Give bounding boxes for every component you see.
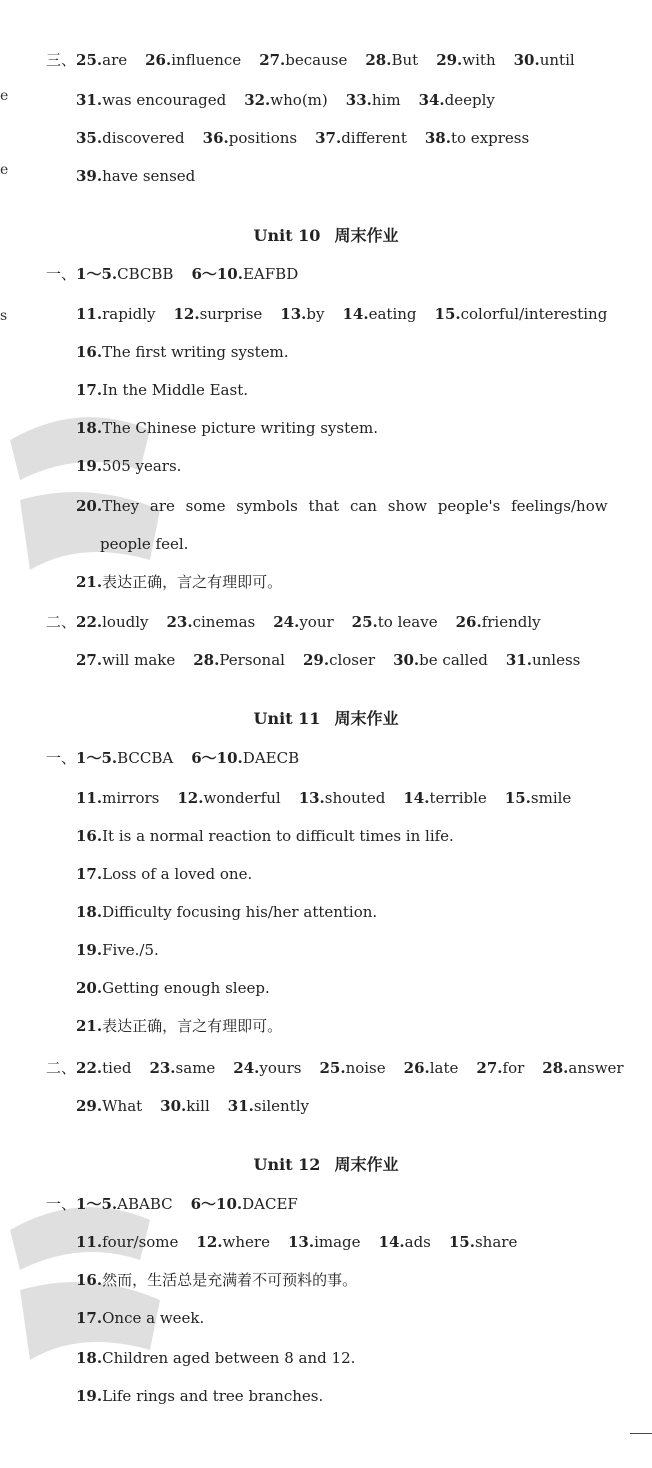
answer-text: The first writing system. bbox=[102, 343, 289, 361]
answer-text: tied bbox=[102, 1059, 132, 1077]
answer-text: wonderful bbox=[203, 789, 281, 807]
answer-item bbox=[342, 305, 416, 323]
answer-row bbox=[76, 342, 289, 362]
answer-item bbox=[76, 1017, 282, 1035]
answer-item bbox=[273, 613, 333, 631]
answer-text: CBCBB bbox=[117, 265, 174, 283]
answer-row bbox=[76, 380, 248, 400]
question-number: 26. bbox=[403, 1059, 430, 1077]
question-number: 12. bbox=[177, 789, 204, 807]
edge-fragment: e bbox=[0, 88, 9, 104]
answer-text: 然而，生活总是充满着不可预料的事。 bbox=[102, 1271, 358, 1289]
answer-row bbox=[76, 1348, 355, 1368]
answer-item bbox=[76, 1233, 178, 1251]
answer-row bbox=[76, 128, 529, 148]
answer-row bbox=[76, 1386, 323, 1406]
answer-text: What bbox=[102, 1097, 143, 1115]
answer-item bbox=[244, 91, 328, 109]
answer-item bbox=[76, 1059, 131, 1077]
answer-item bbox=[228, 1097, 309, 1115]
answer-item bbox=[76, 343, 289, 361]
question-number: 11. bbox=[76, 1233, 103, 1251]
answer-text: unless bbox=[531, 651, 581, 669]
answer-row bbox=[76, 1270, 357, 1290]
answer-row bbox=[76, 978, 270, 998]
answer-item bbox=[436, 51, 495, 69]
question-number: 22. bbox=[76, 613, 103, 631]
answer-item bbox=[404, 1059, 459, 1077]
unit10-title: 周末作业 bbox=[334, 226, 399, 245]
answer-text: loudly bbox=[102, 613, 149, 631]
answer-text: It is a normal reaction to difficult times in life. bbox=[102, 827, 454, 845]
answer-text: smile bbox=[530, 789, 572, 807]
answer-item bbox=[76, 1309, 204, 1327]
answer-item bbox=[419, 91, 495, 109]
question-number: 16. bbox=[76, 827, 103, 845]
section-marker: 二、 bbox=[46, 1059, 77, 1077]
question-number: 23. bbox=[149, 1059, 176, 1077]
question-number: 13. bbox=[280, 305, 307, 323]
answer-item bbox=[319, 1059, 385, 1077]
answer-item bbox=[476, 1059, 524, 1077]
answer-text: The Chinese picture writing system. bbox=[102, 419, 378, 437]
answer-item bbox=[379, 1233, 431, 1251]
answer-item bbox=[76, 381, 248, 399]
answer-row bbox=[76, 572, 282, 592]
answer-text: be called bbox=[419, 651, 488, 669]
answer-text: But bbox=[391, 51, 419, 69]
answer-item bbox=[191, 1195, 298, 1213]
answer-row bbox=[46, 264, 298, 284]
question-number: 28. bbox=[365, 51, 392, 69]
question-number: 14. bbox=[403, 789, 430, 807]
answer-20-continuation: people feel. bbox=[100, 535, 189, 553]
question-number: 18. bbox=[76, 903, 103, 921]
answer-item bbox=[303, 651, 375, 669]
answer-text: rapidly bbox=[102, 305, 156, 323]
question-number: 25. bbox=[76, 51, 103, 69]
answer-text: In the Middle East. bbox=[102, 381, 248, 399]
question-number: 30. bbox=[513, 51, 540, 69]
answer-item bbox=[76, 1349, 355, 1367]
answer-text: kill bbox=[186, 1097, 210, 1115]
answer-text: silently bbox=[253, 1097, 310, 1115]
answer-item bbox=[280, 305, 324, 323]
answer-item bbox=[76, 979, 270, 997]
answer-text: friendly bbox=[481, 613, 541, 631]
answer-row bbox=[76, 826, 454, 846]
question-number: 22. bbox=[76, 1059, 103, 1077]
answer-text: Getting enough sleep. bbox=[102, 979, 270, 997]
answer-text: Difficulty focusing his/her attention. bbox=[102, 903, 378, 921]
answer-item bbox=[315, 129, 407, 147]
answer-text: same bbox=[175, 1059, 216, 1077]
question-number: 34. bbox=[418, 91, 445, 109]
answer-item bbox=[76, 1271, 357, 1289]
question-number: 12. bbox=[173, 305, 200, 323]
answer-item bbox=[76, 827, 454, 845]
answer-text: colorful/interesting bbox=[460, 305, 608, 323]
answer-text: him bbox=[371, 91, 401, 109]
edge-fragment: s bbox=[0, 308, 8, 324]
answer-item bbox=[352, 613, 438, 631]
answer-item bbox=[403, 789, 486, 807]
answer-text: was encouraged bbox=[102, 91, 227, 109]
answer-text: DAECB bbox=[242, 749, 300, 767]
answer-text: to express bbox=[450, 129, 530, 147]
answer-item bbox=[346, 91, 401, 109]
answer-text: by bbox=[306, 305, 325, 323]
answer-text: your bbox=[299, 613, 334, 631]
answer-row bbox=[46, 1058, 624, 1078]
question-number: 1～5. bbox=[76, 265, 118, 283]
question-number: 31. bbox=[505, 651, 532, 669]
unit10-label: Unit 10 bbox=[253, 226, 321, 245]
answer-item bbox=[76, 749, 173, 767]
answer-text: four/some bbox=[102, 1233, 179, 1251]
answer-text: Loss of a loved one. bbox=[102, 865, 253, 883]
answer-item bbox=[76, 91, 226, 109]
section-marker: 一、 bbox=[46, 1195, 77, 1213]
answer-item bbox=[76, 265, 173, 283]
question-number: 13. bbox=[298, 789, 325, 807]
question-number: 14. bbox=[342, 305, 369, 323]
question-number: 19. bbox=[76, 941, 103, 959]
question-number: 11. bbox=[76, 789, 103, 807]
answer-text: mirrors bbox=[102, 789, 160, 807]
answer-text: different bbox=[341, 129, 407, 147]
question-number: 15. bbox=[434, 305, 461, 323]
question-number: 30. bbox=[160, 1097, 187, 1115]
answer-text: with bbox=[462, 51, 496, 69]
question-number: 27. bbox=[76, 651, 103, 669]
section-marker: 一、 bbox=[46, 265, 77, 283]
answer-item bbox=[196, 1233, 270, 1251]
answer-row bbox=[76, 166, 195, 186]
answer-text: discovered bbox=[102, 129, 185, 147]
question-number: 25. bbox=[351, 613, 378, 631]
answer-item bbox=[174, 305, 263, 323]
answer-item bbox=[76, 941, 159, 959]
answer-item bbox=[233, 1059, 301, 1077]
unit11-label: Unit 11 bbox=[253, 709, 321, 728]
answer-text: 505 years. bbox=[102, 457, 182, 475]
answer-item bbox=[191, 749, 299, 767]
answer-text: late bbox=[429, 1059, 459, 1077]
answer-text: where bbox=[222, 1233, 270, 1251]
answer-row bbox=[76, 496, 608, 516]
answer-item bbox=[288, 1233, 361, 1251]
answer-item bbox=[76, 129, 185, 147]
answer-text: cinemas bbox=[192, 613, 256, 631]
answer-text: eating bbox=[368, 305, 417, 323]
answer-row bbox=[76, 304, 607, 324]
answer-text: EAFBD bbox=[242, 265, 299, 283]
question-number: 29. bbox=[302, 651, 330, 669]
answer-item bbox=[167, 613, 256, 631]
answer-row bbox=[76, 864, 252, 884]
answer-item bbox=[76, 167, 195, 185]
question-number: 38. bbox=[424, 129, 451, 147]
answer-row bbox=[76, 902, 377, 922]
answer-text: image bbox=[314, 1233, 361, 1251]
answer-item bbox=[449, 1233, 517, 1251]
answer-item bbox=[76, 419, 378, 437]
question-number: 6～10. bbox=[191, 749, 243, 767]
answer-item bbox=[145, 51, 241, 69]
answer-row bbox=[76, 1308, 204, 1328]
answer-row bbox=[46, 1194, 298, 1214]
question-number: 20. bbox=[76, 979, 103, 997]
question-number: 1～5. bbox=[76, 749, 118, 767]
answer-text: yours bbox=[259, 1059, 302, 1077]
question-number: 6～10. bbox=[190, 1195, 243, 1213]
answer-text: influence bbox=[171, 51, 242, 69]
answer-text: 表达正确，言之有理即可。 bbox=[102, 573, 283, 591]
answer-item bbox=[365, 51, 418, 69]
answer-item bbox=[299, 789, 386, 807]
question-number: 11. bbox=[76, 305, 103, 323]
question-number: 19. bbox=[76, 1387, 103, 1405]
unit11-title: 周末作业 bbox=[334, 709, 399, 728]
answer-item bbox=[76, 613, 148, 631]
answer-item bbox=[542, 1059, 623, 1077]
answer-row bbox=[76, 788, 571, 808]
question-number: 27. bbox=[476, 1059, 503, 1077]
answer-item bbox=[177, 789, 280, 807]
unit10-heading bbox=[0, 226, 652, 246]
page-corner-rule bbox=[630, 1433, 652, 1434]
answer-item bbox=[203, 129, 297, 147]
question-number: 12. bbox=[196, 1233, 223, 1251]
question-number: 29. bbox=[436, 51, 463, 69]
answer-row bbox=[76, 1016, 282, 1036]
answer-text: ads bbox=[404, 1233, 431, 1251]
question-number: 31. bbox=[227, 1097, 254, 1115]
answer-item bbox=[149, 1059, 215, 1077]
section-marker: 一、 bbox=[46, 749, 77, 767]
question-number: 13. bbox=[287, 1233, 315, 1251]
answer-item bbox=[506, 651, 581, 669]
answer-item bbox=[76, 1387, 323, 1405]
answer-item bbox=[76, 789, 159, 807]
answer-text: for bbox=[502, 1059, 525, 1077]
answer-text: ABABC bbox=[117, 1195, 173, 1213]
question-number: 28. bbox=[542, 1059, 569, 1077]
answer-item bbox=[76, 51, 127, 69]
question-number: 31. bbox=[76, 91, 103, 109]
answer-item bbox=[76, 497, 608, 515]
question-number: 28. bbox=[193, 651, 220, 669]
answer-item bbox=[76, 305, 156, 323]
answer-text: who(m) bbox=[270, 91, 328, 109]
question-number: 24. bbox=[273, 613, 300, 631]
answer-item bbox=[76, 865, 252, 883]
answer-item bbox=[435, 305, 608, 323]
answer-row bbox=[76, 1232, 517, 1252]
answer-row bbox=[76, 1096, 309, 1116]
section-marker: 二、 bbox=[46, 613, 77, 631]
answer-item bbox=[76, 903, 377, 921]
answer-text: Personal bbox=[219, 651, 285, 669]
answer-text: Five./5. bbox=[102, 941, 159, 959]
answer-item bbox=[425, 129, 529, 147]
answer-item bbox=[191, 265, 298, 283]
answer-text: BCCBA bbox=[117, 749, 174, 767]
answer-text: Once a week. bbox=[102, 1309, 205, 1327]
question-number: 20. bbox=[76, 497, 103, 515]
answer-text: share bbox=[474, 1233, 518, 1251]
answer-row bbox=[46, 50, 575, 70]
question-number: 17. bbox=[76, 1309, 103, 1327]
answer-item bbox=[76, 651, 175, 669]
question-number: 24. bbox=[233, 1059, 260, 1077]
answer-text: deeply bbox=[444, 91, 495, 109]
answer-text: until bbox=[539, 51, 575, 69]
answer-text: 表达正确，言之有理即可。 bbox=[102, 1017, 283, 1035]
answer-text: closer bbox=[329, 651, 376, 669]
answer-text: positions bbox=[228, 129, 298, 147]
question-number: 33. bbox=[345, 91, 372, 109]
question-number: 32. bbox=[244, 91, 271, 109]
question-number: 30. bbox=[393, 651, 420, 669]
answer-text: shouted bbox=[324, 789, 386, 807]
question-number: 14. bbox=[378, 1233, 405, 1251]
answer-text: Children aged between 8 and 12. bbox=[102, 1349, 356, 1367]
answer-text: terrible bbox=[429, 789, 487, 807]
question-number: 17. bbox=[76, 865, 103, 883]
question-number: 21. bbox=[76, 1017, 103, 1035]
answer-text: to leave bbox=[377, 613, 438, 631]
question-number: 16. bbox=[76, 1271, 103, 1289]
answer-text: surprise bbox=[199, 305, 263, 323]
answer-text: noise bbox=[345, 1059, 386, 1077]
answer-text: are bbox=[102, 51, 128, 69]
answer-item bbox=[160, 1097, 210, 1115]
question-number: 37. bbox=[315, 129, 342, 147]
question-number: 15. bbox=[448, 1233, 475, 1251]
unit12-label: Unit 12 bbox=[253, 1155, 321, 1174]
question-number: 16. bbox=[76, 343, 103, 361]
answer-item bbox=[76, 1195, 173, 1213]
question-number: 21. bbox=[76, 573, 103, 591]
question-number: 35. bbox=[76, 129, 103, 147]
answer-text: will make bbox=[102, 651, 176, 669]
question-number: 36. bbox=[202, 129, 229, 147]
answer-row bbox=[46, 612, 541, 632]
answer-item bbox=[514, 51, 575, 69]
question-number: 27. bbox=[259, 51, 286, 69]
unit12-title: 周末作业 bbox=[334, 1155, 399, 1174]
answer-row bbox=[76, 418, 378, 438]
answer-row bbox=[76, 456, 181, 476]
answer-item bbox=[76, 457, 181, 475]
question-number: 26. bbox=[145, 51, 172, 69]
question-number: 23. bbox=[166, 613, 193, 631]
unit11-heading bbox=[0, 709, 652, 729]
answer-item bbox=[259, 51, 347, 69]
question-number: 19. bbox=[76, 457, 103, 475]
question-number: 17. bbox=[76, 381, 103, 399]
section-marker: 三、 bbox=[46, 51, 77, 69]
answer-text: answer bbox=[568, 1059, 624, 1077]
answer-row bbox=[76, 650, 580, 670]
answer-row bbox=[76, 90, 495, 110]
answer-item bbox=[393, 651, 488, 669]
answer-item bbox=[193, 651, 285, 669]
answer-text: have sensed bbox=[102, 167, 196, 185]
answer-text: because bbox=[285, 51, 348, 69]
answer-row bbox=[76, 940, 159, 960]
question-number: 15. bbox=[504, 789, 531, 807]
answer-item bbox=[505, 789, 572, 807]
answer-item bbox=[456, 613, 541, 631]
question-number: 39. bbox=[76, 167, 103, 185]
answer-item bbox=[76, 1097, 142, 1115]
answer-text: They are some symbols that can show people's feelings/how bbox=[102, 497, 608, 515]
unit12-heading bbox=[0, 1155, 652, 1175]
question-number: 29. bbox=[76, 1097, 103, 1115]
answer-text: DACEF bbox=[242, 1195, 298, 1213]
question-number: 1～5. bbox=[76, 1195, 118, 1213]
answer-text: Life rings and tree branches. bbox=[102, 1387, 324, 1405]
question-number: 25. bbox=[319, 1059, 346, 1077]
answer-item bbox=[76, 573, 282, 591]
question-number: 26. bbox=[455, 613, 482, 631]
question-number: 18. bbox=[76, 1349, 103, 1367]
answer-row bbox=[46, 748, 299, 768]
question-number: 6～10. bbox=[191, 265, 243, 283]
edge-fragment: e bbox=[0, 162, 9, 178]
question-number: 18. bbox=[76, 419, 103, 437]
